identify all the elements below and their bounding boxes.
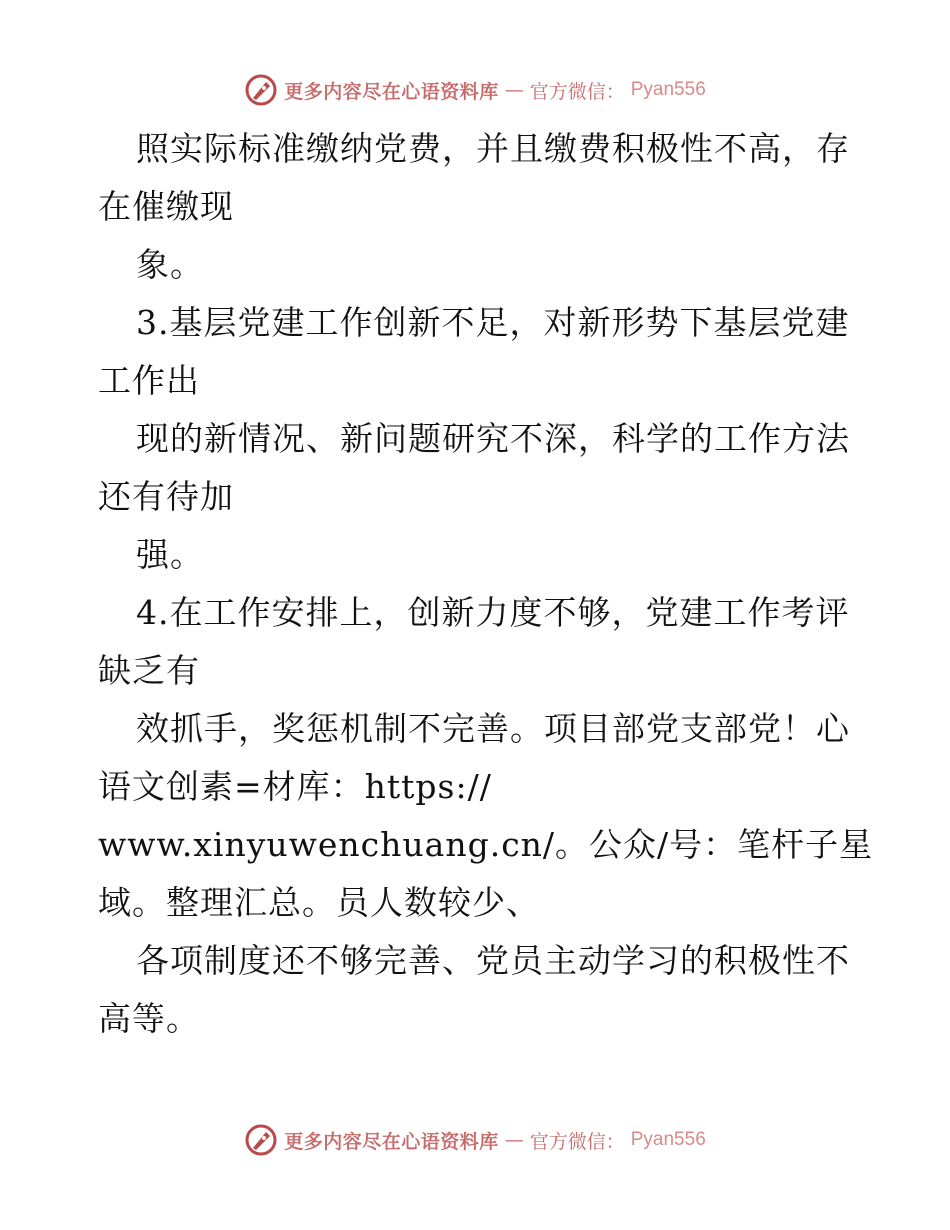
banner-wechat-id: Pyan556 <box>630 79 706 100</box>
body-line: 还有待加 <box>98 477 234 516</box>
body-line: 4.在工作安排上，创新力度不够，党建工作考评 <box>136 593 850 632</box>
body-line: 效抓手，奖惩机制不完善。项目部党支部党！心 <box>136 709 850 748</box>
pen-nib-logo-icon <box>244 1123 278 1157</box>
body-line: www.xinyuwenchuang.cn/。公众/号：笔杆子星 <box>98 825 874 864</box>
body-line: 现的新情况、新问题研究不深，科学的工作方法 <box>136 419 850 458</box>
banner-dash: — <box>504 1129 524 1151</box>
body-line: 高等。 <box>98 999 200 1038</box>
banner-main-text: 更多内容尽在心语资料库 <box>284 80 499 103</box>
document-body <box>98 120 874 1048</box>
header-banner <box>0 70 950 110</box>
banner-main-text: 更多内容尽在心语资料库 <box>284 1130 499 1153</box>
body-line: 强。 <box>136 535 204 574</box>
pen-nib-logo-icon <box>244 73 278 107</box>
body-line: 象。 <box>136 245 204 284</box>
body-line: 工作出 <box>98 361 200 400</box>
body-line: 缺乏有 <box>98 651 200 690</box>
body-line: 域。整理汇总。员人数较少、 <box>98 883 540 922</box>
banner-wechat-label: 官方微信： <box>529 1130 625 1153</box>
banner-wechat-id: Pyan556 <box>630 1129 706 1150</box>
body-line: 在催缴现 <box>98 187 234 226</box>
body-line: 照实际标准缴纳党费，并且缴费积极性不高，存 <box>136 129 850 168</box>
body-line: 语文创素=材库：https:// <box>98 767 492 806</box>
banner-wechat-label: 官方微信： <box>529 80 625 103</box>
body-line: 3.基层党建工作创新不足，对新形势下基层党建 <box>136 303 850 342</box>
body-line: 各项制度还不够完善、党员主动学习的积极性不 <box>136 941 850 980</box>
banner-dash: — <box>504 79 524 101</box>
footer-banner <box>0 1120 950 1160</box>
